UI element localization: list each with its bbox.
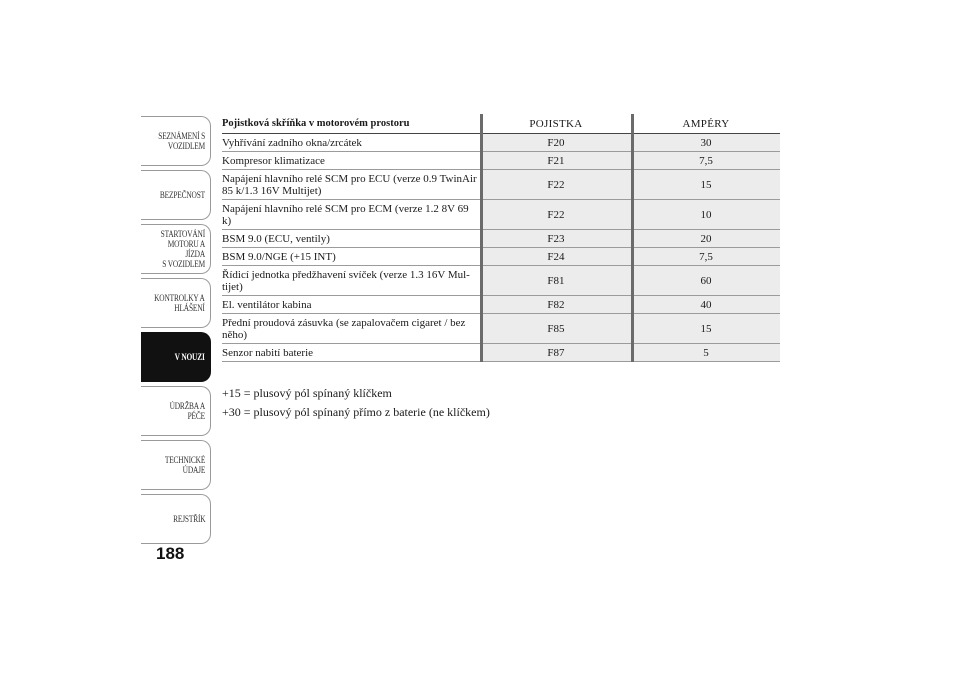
page-number: 188 [156, 544, 185, 563]
row-description: Kompresor klimatizace [222, 152, 481, 170]
tab-label: ÚDRŽBA A PÉČE [169, 401, 205, 421]
row-fuse: F81 [481, 266, 632, 296]
tab-label: SEZNÁMENÍ S VOZIDLEM [158, 131, 205, 151]
tab-v-nouzi[interactable] [141, 332, 211, 382]
chapter-tabs [141, 116, 211, 548]
table-row [222, 266, 780, 296]
row-description: Senzor nabití baterie [222, 344, 481, 362]
table-row [222, 200, 780, 230]
row-fuse: F85 [481, 314, 632, 344]
row-amps: 60 [632, 266, 780, 296]
note-line: +15 = plusový pól spínaný klíčkem [222, 386, 392, 400]
row-description: Napájení hlavního relé SCM pro ECU (verze 0.9 TwinAir 85 k/1.3 16V Multijet) [222, 170, 481, 200]
row-fuse: F22 [481, 200, 632, 230]
tab-udrzba[interactable] [141, 386, 211, 436]
table-row [222, 170, 780, 200]
row-fuse: F21 [481, 152, 632, 170]
tab-label: STARTOVÁNÍ MOTORU A JÍZDA S VOZIDLEM [160, 229, 205, 269]
tab-label: REJSTŘÍK [172, 514, 205, 524]
row-amps: 30 [632, 134, 780, 152]
row-amps: 7,5 [632, 152, 780, 170]
row-amps: 5 [632, 344, 780, 362]
row-description: Napájení hlavního relé SCM pro ECM (verze 1.2 8V 69 k) [222, 200, 481, 230]
tab-label: TECHNICKÉ ÚDAJE [164, 455, 205, 475]
row-amps: 20 [632, 230, 780, 248]
tab-seznameni[interactable] [141, 116, 211, 166]
row-amps: 15 [632, 170, 780, 200]
row-fuse: F24 [481, 248, 632, 266]
row-fuse: F87 [481, 344, 632, 362]
table-row [222, 134, 780, 152]
row-description: BSM 9.0 (ECU, ventily) [222, 230, 481, 248]
tab-label: V NOUZI [174, 352, 205, 362]
row-fuse: F22 [481, 170, 632, 200]
row-description: Řídicí jednotka předžhavení svíček (verze 1.3 16V Mul-tijet) [222, 266, 481, 296]
header-description: Pojistková skříňka v motorovém prostoru [222, 114, 481, 134]
table-row [222, 230, 780, 248]
tab-label: KONTROLKY A HLÁŠENÍ [154, 293, 205, 313]
tab-rejstrik[interactable] [141, 494, 211, 544]
header-fuse: POJISTKA [481, 114, 632, 134]
table-row [222, 248, 780, 266]
table-row [222, 344, 780, 362]
header-amps: AMPÉRY [632, 114, 780, 134]
note-line: +30 = plusový pól spínaný přímo z baterie (ne klíčkem) [222, 405, 490, 419]
fuse-table [222, 114, 780, 362]
row-fuse: F82 [481, 296, 632, 314]
table-row [222, 296, 780, 314]
tab-startovani[interactable] [141, 224, 211, 274]
row-amps: 7,5 [632, 248, 780, 266]
tab-technicke[interactable] [141, 440, 211, 490]
table-row [222, 314, 780, 344]
row-amps: 40 [632, 296, 780, 314]
row-description: El. ventilátor kabina [222, 296, 481, 314]
row-description: Vyhřívání zadního okna/zrcátek [222, 134, 481, 152]
tab-bezpecnost[interactable] [141, 170, 211, 220]
terminal-notes [222, 384, 490, 422]
row-fuse: F20 [481, 134, 632, 152]
tab-label: BEZPEČNOST [159, 190, 205, 200]
row-amps: 10 [632, 200, 780, 230]
row-fuse: F23 [481, 230, 632, 248]
tab-kontrolky[interactable] [141, 278, 211, 328]
table-row [222, 152, 780, 170]
row-description: Přední proudová zásuvka (se zapalovačem cigaret / bez něho) [222, 314, 481, 344]
table-header-row [222, 114, 780, 134]
row-description: BSM 9.0/NGE (+15 INT) [222, 248, 481, 266]
row-amps: 15 [632, 314, 780, 344]
